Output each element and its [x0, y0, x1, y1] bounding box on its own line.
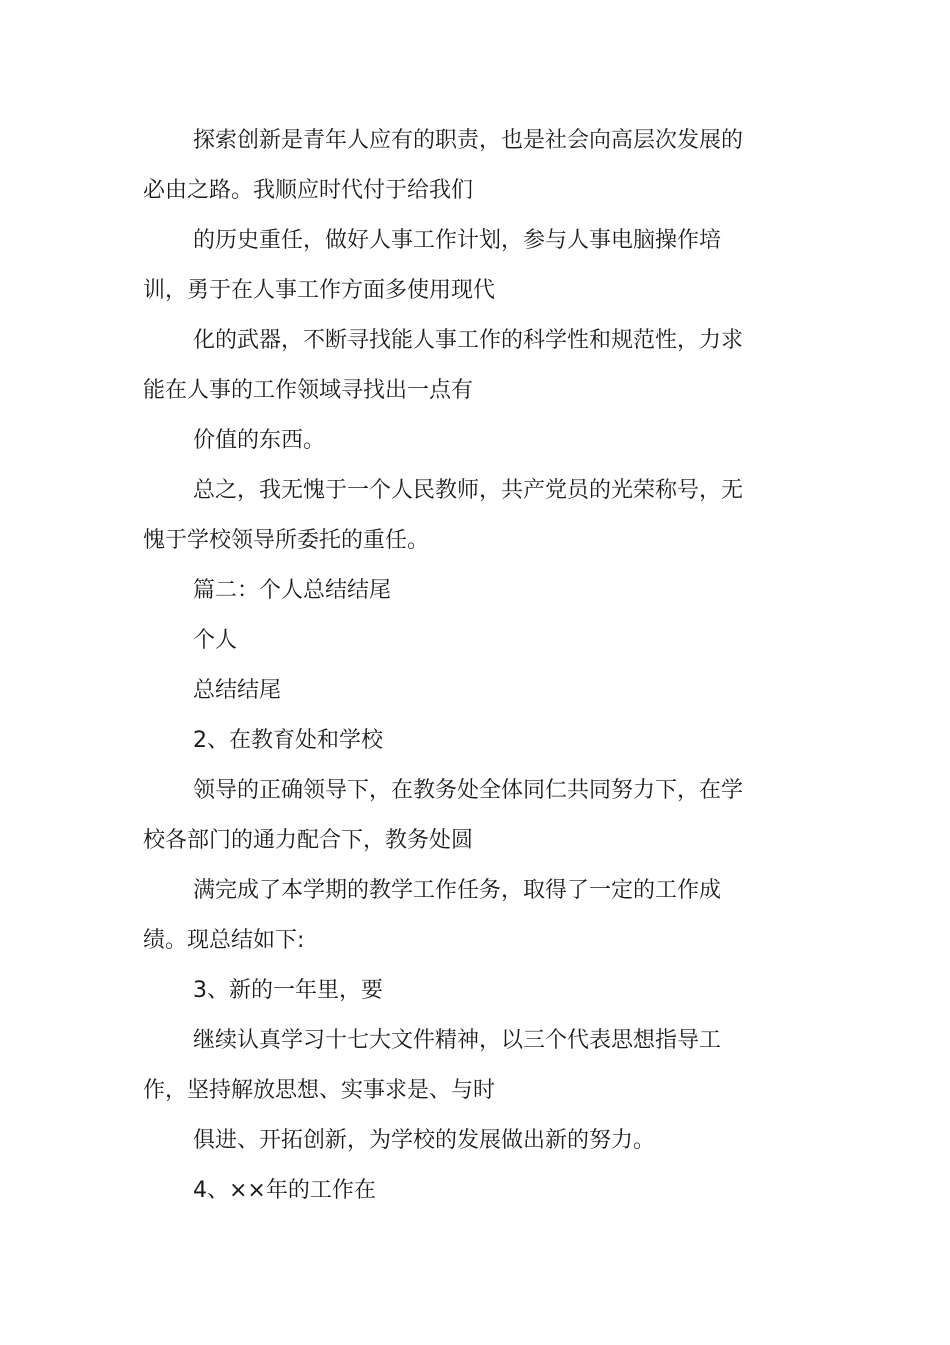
document-body	[143, 116, 745, 1216]
paragraph-13: 继续认真学习十七大文件精神，以三个代表思想指导工作，坚持解放思想、实事求是、与时	[143, 1028, 722, 1103]
paragraph-4: 价值的东西。	[193, 428, 326, 453]
paragraph-3: 化的武器，不断寻找能人事工作的科学性和规范性，力求能在人事的工作领域寻找出一点有	[143, 328, 744, 403]
paragraph-11: 满完成了本学期的教学工作任务，取得了一定的工作成绩。现总结如下:	[143, 878, 722, 953]
paragraph-15: 4、××年的工作在	[193, 1178, 376, 1203]
paragraph-5: 总之，我无愧于一个人民教师，共产党员的光荣称号，无愧于学校领导所委托的重任。	[143, 478, 744, 553]
paragraph-7: 个人	[193, 628, 238, 653]
paragraph-2: 的历史重任，做好人事工作计划，参与人事电脑操作培训，勇于在人事工作方面多使用现代	[143, 228, 722, 303]
paragraph-14: 俱进、开拓创新，为学校的发展做出新的努力。	[193, 1128, 656, 1153]
paragraph-1: 探索创新是青年人应有的职责，也是社会向高层次发展的必由之路。我顺应时代付于给我们	[143, 128, 744, 203]
paragraph-10: 领导的正确领导下，在教务处全体同仁共同努力下，在学校各部门的通力配合下，教务处圆	[143, 778, 744, 853]
paragraph-9: 2、在教育处和学校	[193, 728, 383, 753]
paragraph-12: 3、新的一年里，要	[193, 978, 383, 1003]
section-heading: 篇二：个人总结结尾	[193, 578, 392, 603]
paragraph-8: 总结结尾	[193, 678, 282, 703]
